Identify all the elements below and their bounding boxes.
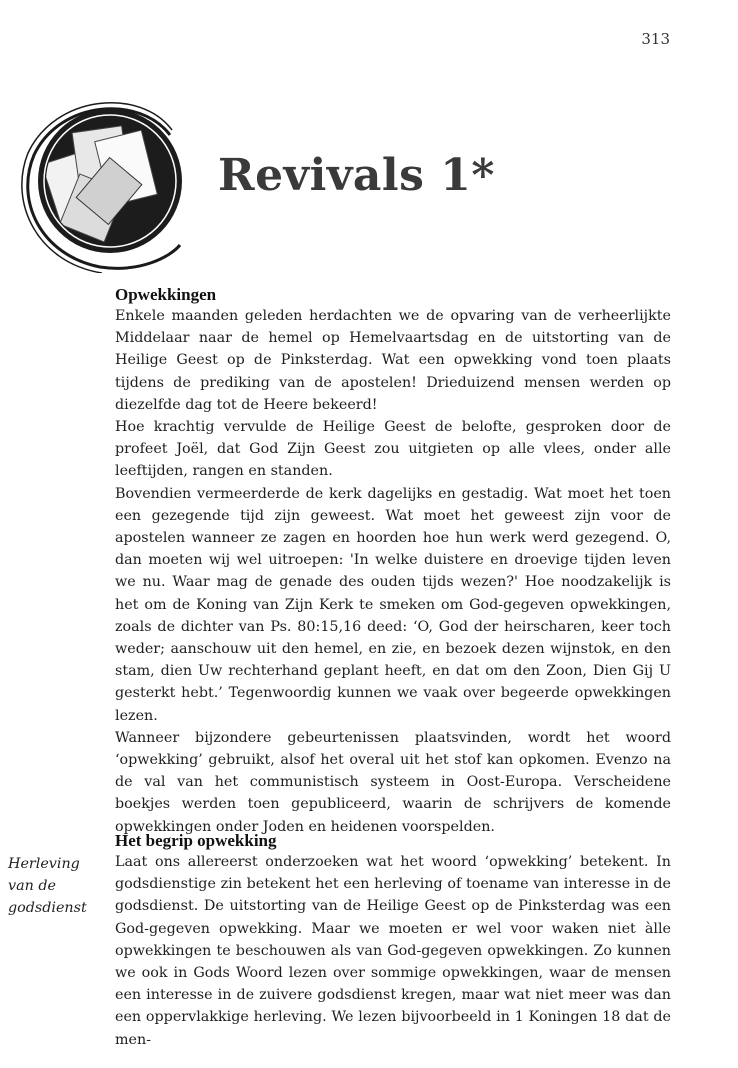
margin-note-line: godsdienst xyxy=(8,900,87,917)
margin-note-line: Herleving xyxy=(8,856,80,872)
paragraph: Hoe krachtig vervulde de Heilige Geest de belofte, gesproken door de profeet Joël, dat God Zijn Geest zou uitgieten op alle vlees, onder alle leeftijden, rangen en standen. xyxy=(115,419,671,480)
paragraph: Bovendien vermeerderde de kerk dagelijks en gestadig. Wat moet het toen een gezegende tijd zijn geweest. Wat moet het geweest zijn voor de apostelen wanneer ze zagen en hoorden hoe hun werk werd gezegend. O, dan moeten wij wel uitroepen: 'In welke duistere en droevige tijden leven we nu. Waar mag de genade des ouden tijds wezen?' Hoe noodzakelijk is het om de Koning van Zijn Kerk te smeken om God-gegeven opwekkingen, zoals de dichter van Ps. 80:15,16 deed: ‘O, God der heirscharen, keer toch weder; aanschouw uit den hemel, en zie, en bezoek dezen wijnstok, en den stam, dien Uw rechterhand geplant heeft, en dat om den Zoon, Dien Gij U gesterkt hebt.’ Tegenwoordig kunnen we vaak over begeerde opwekkingen lezen. xyxy=(115,485,671,724)
margin-note xyxy=(8,853,108,920)
paragraph: Wanneer bijzondere gebeurtenissen plaatsvinden, wordt het woord ‘opwekking’ gebruikt, alsof het overal uit het stof kan opkomen. Evenzo na de val van het communistisch systeem in Oost-Europa. Verscheidene boekjes werden toen gepubliceerd, waarin de schrijvers de komende opwekkingen onder Joden en heidenen voorspelden. xyxy=(115,729,671,835)
margin-note-line: van de xyxy=(8,878,56,895)
section-heading: Opwekkingen xyxy=(115,285,217,304)
chapter-title: Revivals 1* xyxy=(218,150,495,201)
page-number: 313 xyxy=(641,30,670,48)
section-opwekkingen xyxy=(115,284,671,838)
paragraph: Enkele maanden geleden herdachten we de opvaring van de verheerlijkte Middelaar naar de hemel op Hemelvaartsdag en de uitstorting van de Heilige Geest op de Pinksterdag. Wat een opwekking vond toen plaats tijdens de prediking van de apostelen! Drieduizend mensen werden op diezelfde dag tot de Heere bekeerd! xyxy=(115,308,671,413)
paragraph: Laat ons allereerst onderzoeken wat het woord ‘opwekking’ betekent. In godsdienstige zin betekent het een herleving of toename van interesse in de godsdienst. De uitstorting van de Heilige Geest op de Pinksterdag was een God-gegeven opwekking. Maar we moeten er wel voor waken niet àlle opwekkingen te beschouwen als van God-gegeven opwekkingen. Zo kunnen we ook in Gods Woord lezen over sommige opwekkingen, waar de mensen een interesse in de zuivere godsdienst kregen, maar wat niet meer was dan een oppervlakkige herleving. We lezen bijvoorbeeld in 1 Koningen 18 dat de men- xyxy=(115,854,671,1048)
chapter-logo-icon xyxy=(20,95,195,273)
section-heading: Het begrip opwekking xyxy=(115,831,277,850)
section-het-begrip-opwekking xyxy=(115,830,671,1051)
